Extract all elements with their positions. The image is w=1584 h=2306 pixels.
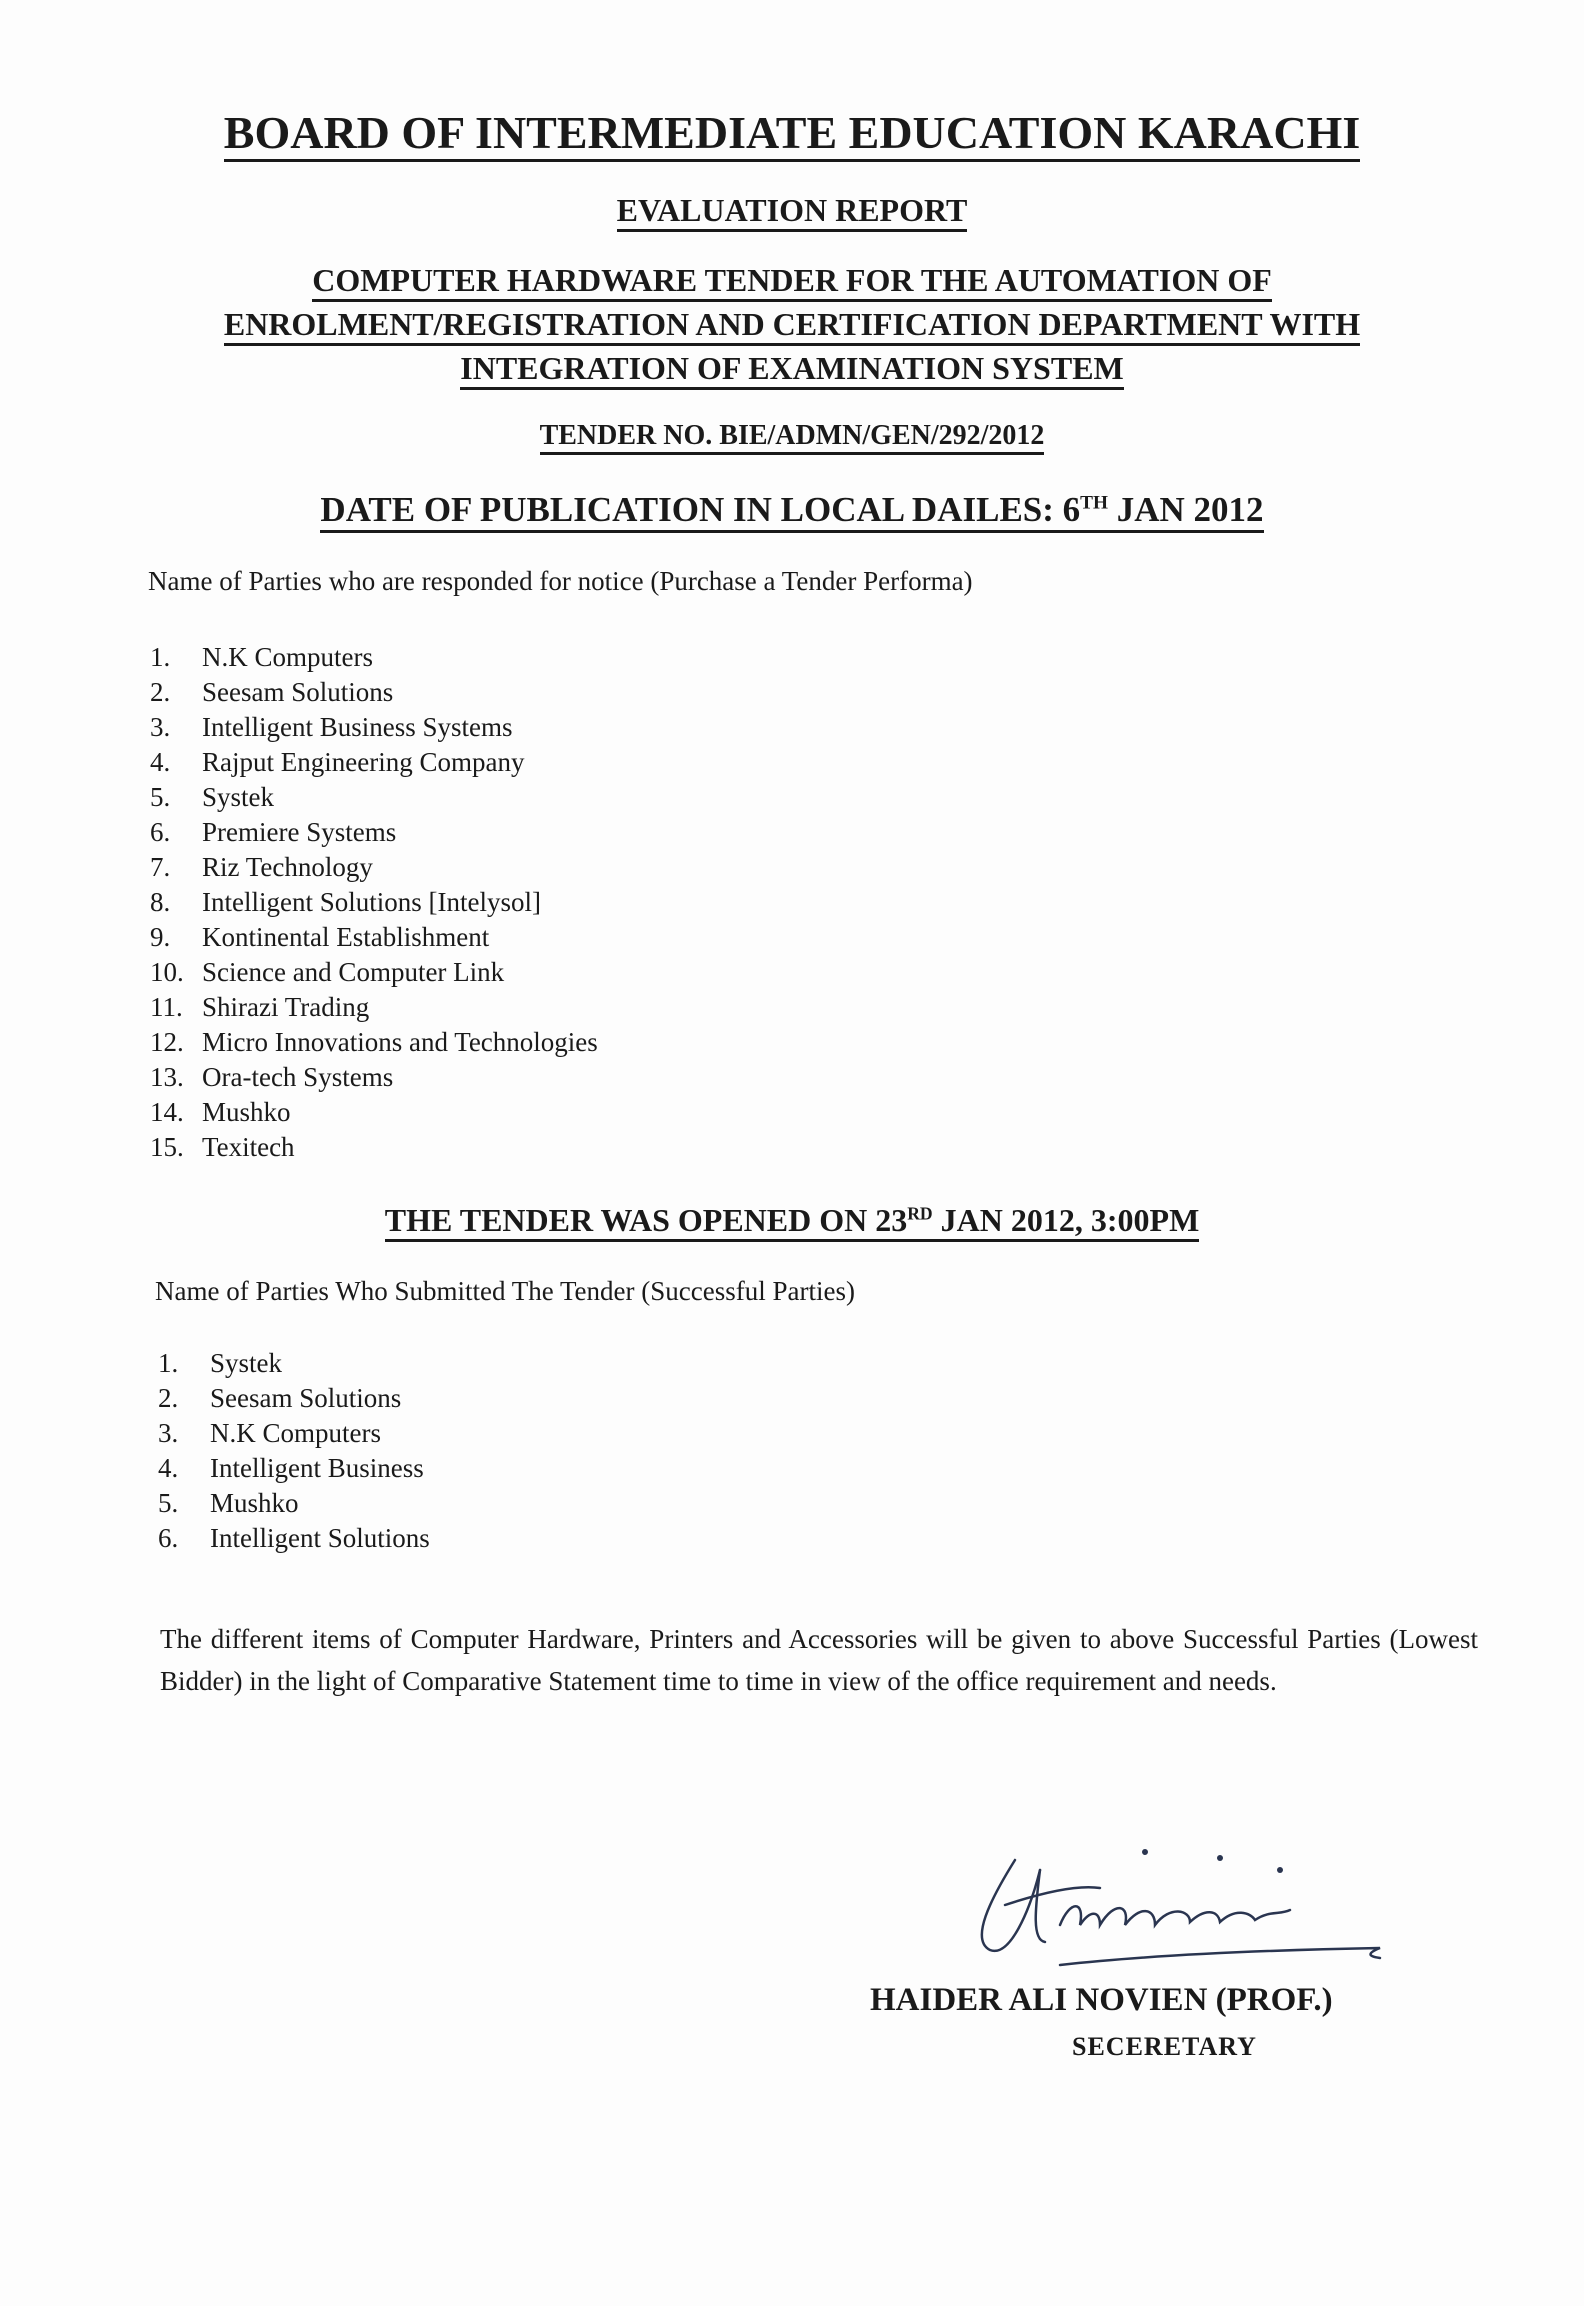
report-title: EVALUATION REPORT bbox=[0, 192, 1584, 229]
submitted-parties-list bbox=[158, 1346, 430, 1556]
signatory-title: SECERETARY bbox=[1072, 2032, 1257, 2061]
closing-paragraph: The different items of Computer Hardware, Printers and Accessories will be given to above Successful Parties (Lowest Bidder) in the light of Comparative Statement time to time in view of the office requirement and needs. bbox=[160, 1624, 1478, 1696]
board-title: BOARD OF INTERMEDIATE EDUCATION KARACHI bbox=[0, 106, 1584, 159]
tender-opened-heading: THE TENDER WAS OPENED ON 23RD JAN 2012, 3:00PM bbox=[0, 1202, 1584, 1239]
list-item: 4. Rajput Engineering Company bbox=[150, 747, 525, 777]
list-item: 5. Mushko bbox=[158, 1488, 299, 1518]
list-item: 2. Seesam Solutions bbox=[158, 1383, 402, 1413]
subject-line-3: INTEGRATION OF EXAMINATION SYSTEM bbox=[0, 346, 1584, 390]
responded-parties-list bbox=[150, 640, 598, 1165]
list-item: 1. Systek bbox=[158, 1348, 283, 1378]
signature-image bbox=[950, 1830, 1390, 2000]
list-item: 6. Intelligent Solutions bbox=[158, 1523, 430, 1553]
list-item: 6. Premiere Systems bbox=[150, 817, 397, 847]
list-item: 7. Riz Technology bbox=[150, 852, 373, 882]
list-item: 11. Shirazi Trading bbox=[150, 992, 370, 1022]
list-item: 13. Ora-tech Systems bbox=[150, 1062, 394, 1092]
subject-line-2: ENROLMENT/REGISTRATION AND CERTIFICATION DEPARTMENT WITH bbox=[0, 302, 1584, 346]
list-item: 9. Kontinental Establishment bbox=[150, 922, 490, 952]
list-item: 8. Intelligent Solutions [Intelysol] bbox=[150, 887, 541, 917]
list-item: 2. Seesam Solutions bbox=[150, 677, 394, 707]
list-item: 5. Systek bbox=[150, 782, 275, 812]
submitted-intro: Name of Parties Who Submitted The Tender (Successful Parties) bbox=[155, 1276, 855, 1306]
subject-line-1: COMPUTER HARDWARE TENDER FOR THE AUTOMATION OF bbox=[0, 258, 1584, 302]
signatory-name: HAIDER ALI NOVIEN (PROF.) bbox=[870, 1982, 1333, 2018]
list-item: 14. Mushko bbox=[150, 1097, 291, 1127]
list-item: 3. Intelligent Business Systems bbox=[150, 712, 513, 742]
list-item: 1. N.K Computers bbox=[150, 642, 373, 672]
list-item: 12. Micro Innovations and Technologies bbox=[150, 1027, 598, 1057]
list-item: 15. Texitech bbox=[150, 1132, 295, 1162]
list-item: 10. Science and Computer Link bbox=[150, 957, 505, 987]
publication-date: DATE OF PUBLICATION IN LOCAL DAILES: 6TH JAN 2012 bbox=[0, 490, 1584, 530]
list-item: 4. Intelligent Business bbox=[158, 1453, 424, 1483]
responded-intro: Name of Parties who are responded for notice (Purchase a Tender Performa) bbox=[148, 566, 973, 596]
tender-number: TENDER NO. BIE/ADMN/GEN/292/2012 bbox=[0, 420, 1584, 452]
list-item: 3. N.K Computers bbox=[158, 1418, 381, 1448]
